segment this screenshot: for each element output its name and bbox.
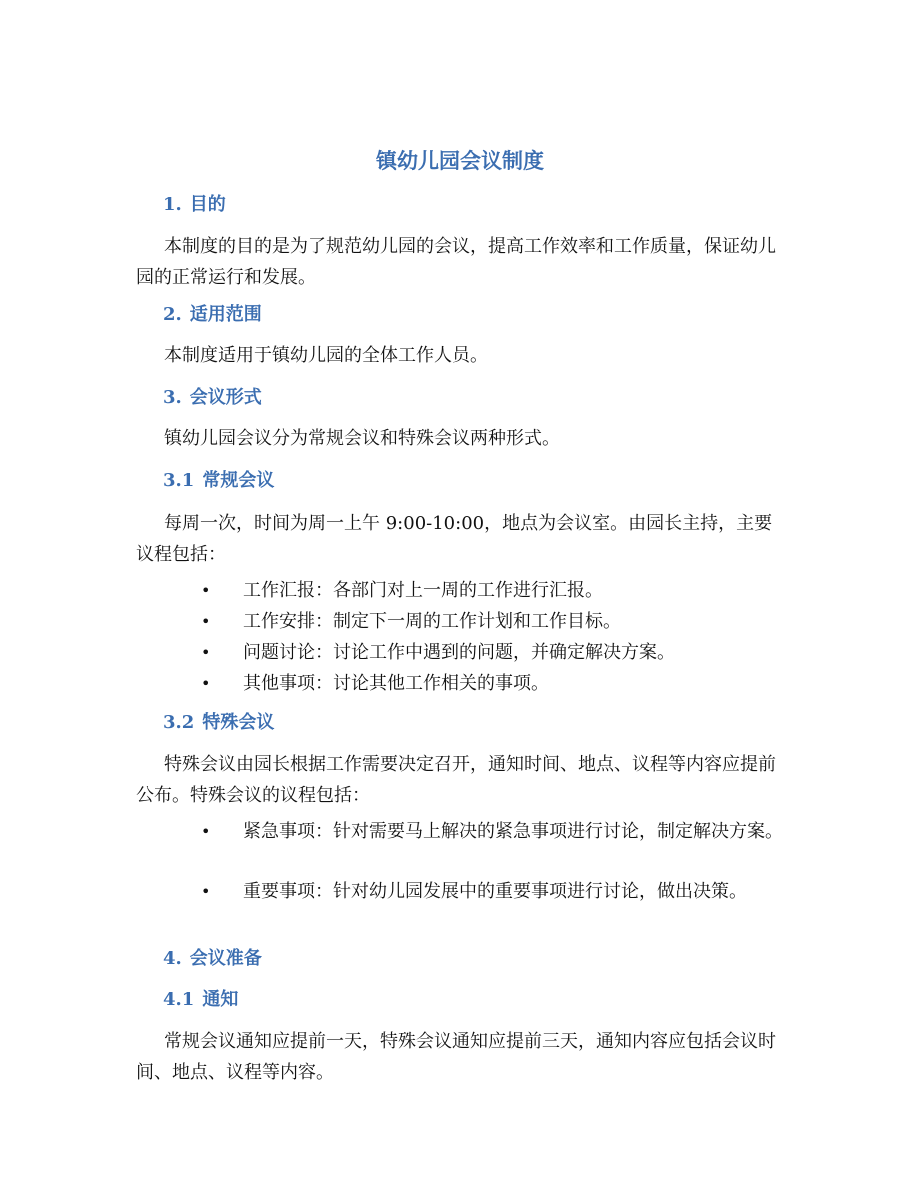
list-item-text: 工作安排：制定下一周的工作计划和工作目标。 xyxy=(243,611,621,632)
section-heading-text: 会议形式 xyxy=(189,387,262,408)
section-heading-text: 适用范围 xyxy=(189,304,262,325)
section-paragraph-3-2: 特殊会议由园长根据工作需要决定召开，通知时间、地点、议程等内容应提前公布。特殊会议的议程包括： xyxy=(136,754,776,806)
section-heading-3-2 xyxy=(163,708,274,738)
section-heading-text: 会议准备 xyxy=(189,948,262,969)
list-item xyxy=(163,637,783,668)
list-item xyxy=(163,668,783,699)
section-heading-2 xyxy=(163,300,262,330)
section-paragraph-3-1: 每周一次，时间为周一上午 9:00-10:00，地点为会议室。由园长主持，主要议程包括： xyxy=(136,513,773,565)
list-item-text: 问题讨论：讨论工作中遇到的问题，并确定解决方案。 xyxy=(243,642,675,663)
section-number: 3. xyxy=(163,387,182,408)
section-paragraph-3: 镇幼儿园会议分为常规会议和特殊会议两种形式。 xyxy=(164,428,560,449)
document-title: 镇幼儿园会议制度 xyxy=(376,148,544,173)
section-heading-3 xyxy=(163,383,262,413)
list-item-text: 紧急事项：针对需要马上解决的紧急事项进行讨论，制定解决方案。 xyxy=(243,821,783,842)
list-item-text: 其他事项：讨论其他工作相关的事项。 xyxy=(243,673,549,694)
list-item-text: 工作汇报：各部门对上一周的工作进行汇报。 xyxy=(243,580,603,601)
section-heading-1 xyxy=(163,190,226,220)
section-number: 4.1 xyxy=(163,989,195,1010)
bullet-icon: • xyxy=(201,612,211,631)
section-paragraph-2: 本制度适用于镇幼儿园的全体工作人员。 xyxy=(164,345,488,366)
bullet-icon: • xyxy=(201,674,211,693)
bullet-icon: • xyxy=(201,581,211,600)
section-number: 3.2 xyxy=(163,712,195,733)
section-heading-text: 特殊会议 xyxy=(202,712,275,733)
section-paragraph-4-1: 常规会议通知应提前一天，特殊会议通知应提前三天，通知内容应包括会议时间、地点、议程等内容。 xyxy=(136,1031,776,1083)
list-item xyxy=(163,816,783,847)
bullet-icon: • xyxy=(201,882,211,901)
bullet-icon: • xyxy=(201,822,211,841)
section-number: 3.1 xyxy=(163,470,195,491)
section-number: 1. xyxy=(163,194,182,215)
section-heading-text: 常规会议 xyxy=(202,470,275,491)
section-paragraph-1: 本制度的目的是为了规范幼儿园的会议，提高工作效率和工作质量，保证幼儿园的正常运行和发展。 xyxy=(136,236,776,288)
list-item xyxy=(163,876,783,907)
bullet-icon: • xyxy=(201,643,211,662)
list-item-text: 重要事项：针对幼儿园发展中的重要事项进行讨论，做出决策。 xyxy=(243,881,747,902)
section-heading-4-1 xyxy=(163,985,238,1015)
list-item xyxy=(163,575,783,606)
list-item xyxy=(163,606,783,637)
section-heading-4 xyxy=(163,944,262,974)
section-number: 2. xyxy=(163,304,182,325)
section-heading-3-1 xyxy=(163,466,274,496)
section-heading-text: 目的 xyxy=(189,194,226,215)
section-number: 4. xyxy=(163,948,182,969)
section-heading-text: 通知 xyxy=(202,989,239,1010)
